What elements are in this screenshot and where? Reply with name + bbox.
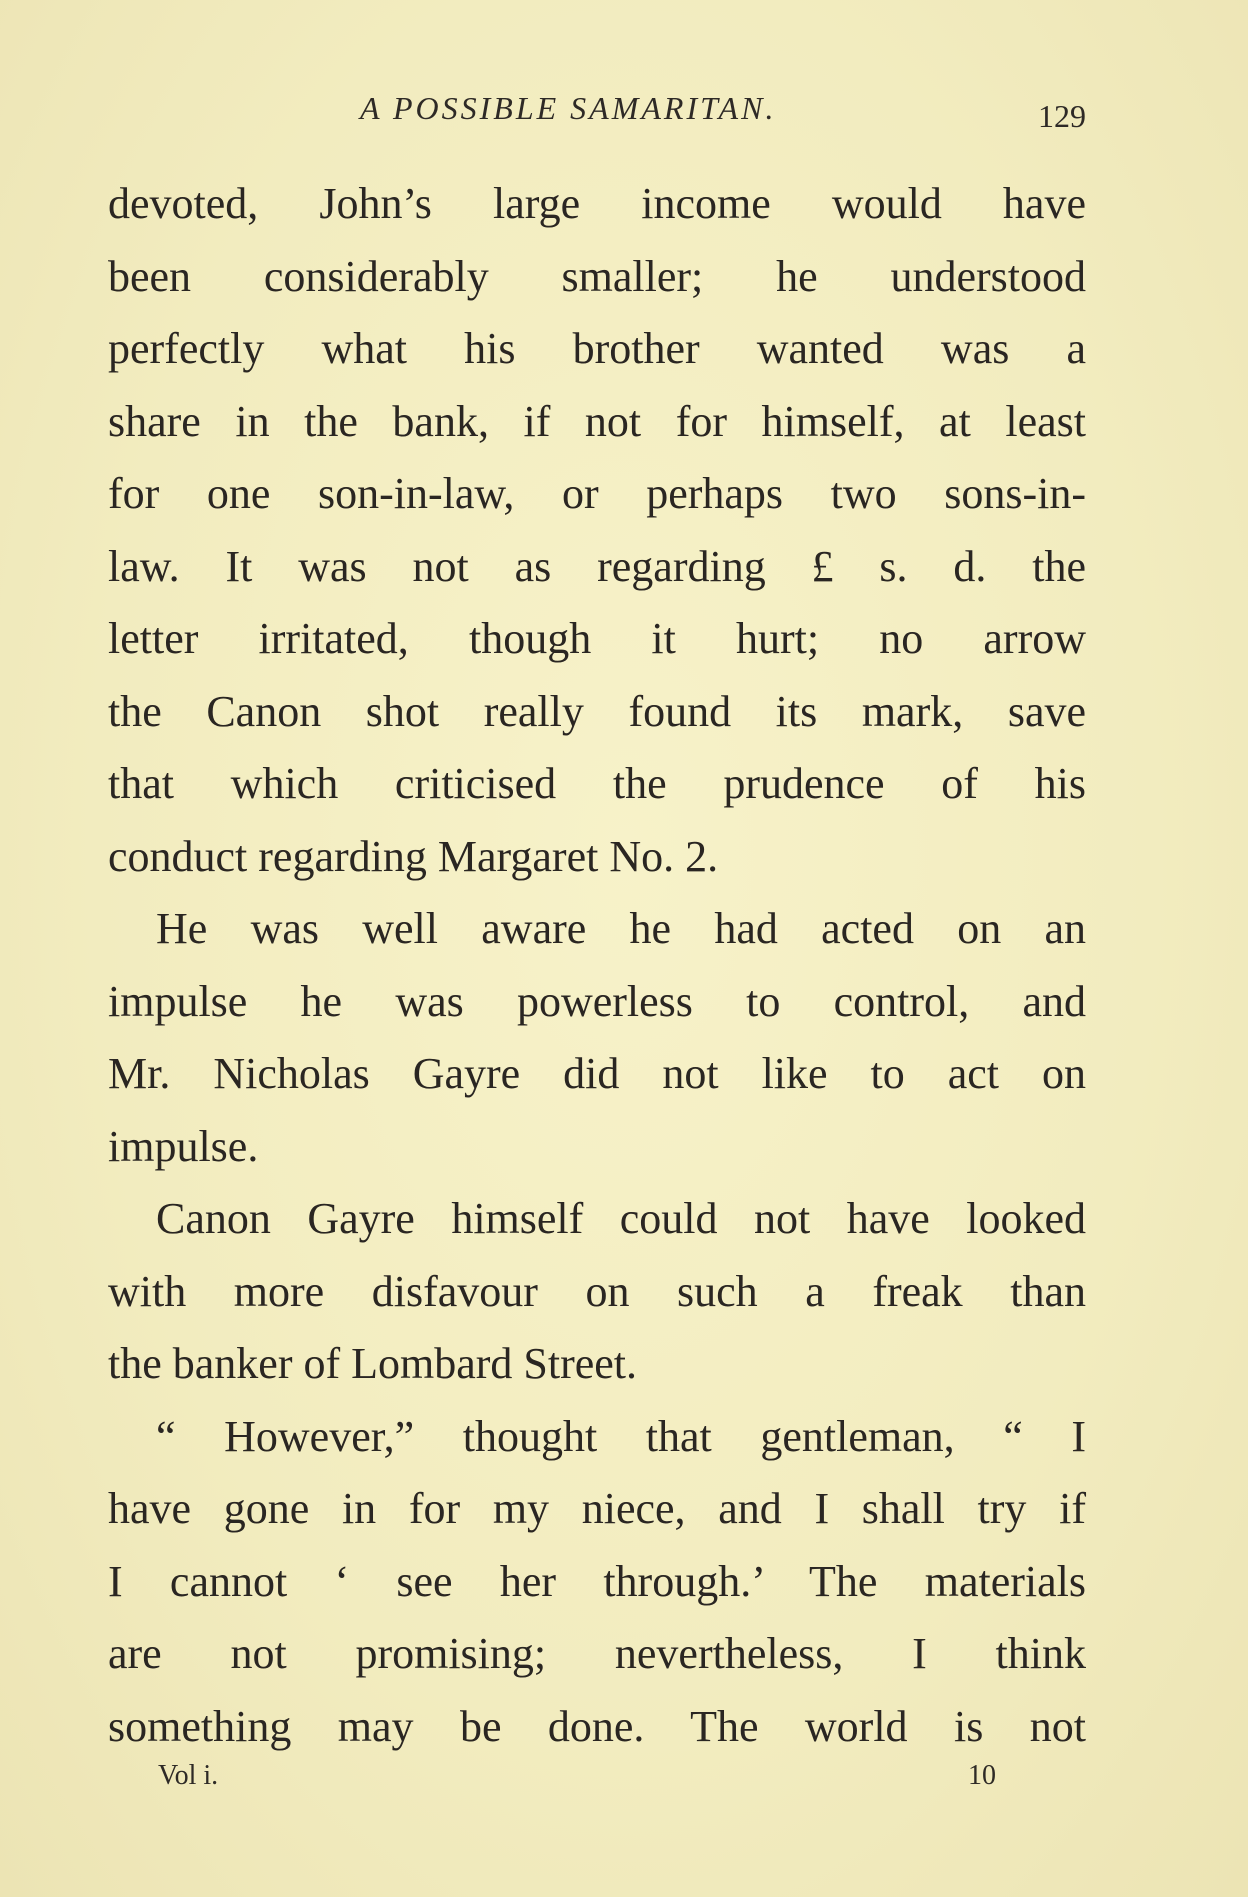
text-line: Canon Gayre himself could not have looked	[156, 1194, 1086, 1243]
text-line: the banker of Lombard Street.	[108, 1339, 638, 1388]
signature-number: 10	[968, 1760, 996, 1791]
text-line: for one son-in-law, or perhaps two sons-in-	[108, 469, 1086, 518]
text-line: conduct regarding Margaret No. 2.	[108, 831, 719, 881]
text-line: Mr. Nicholas Gayre did not like to act on	[108, 1049, 1086, 1098]
text-line: letter irritated, though it hurt; no arrow	[108, 614, 1086, 663]
text-line: I cannot ‘ see her through.’ The materials	[108, 1556, 1086, 1606]
signature-mark: Vol i.	[158, 1760, 219, 1791]
text-line: have gone in for my niece, and I shall try if	[108, 1484, 1086, 1533]
text-line: are not promising; nevertheless, I think	[108, 1629, 1086, 1678]
page-number: 129	[1038, 98, 1086, 134]
text-line: devoted, John’s large income would have	[108, 179, 1086, 228]
text-line: impulse.	[108, 1121, 259, 1171]
text-line: perfectly what his brother wanted was a	[108, 324, 1086, 373]
text-line: share in the bank, if not for himself, at least	[108, 396, 1086, 446]
running-head-title: A POSSIBLE SAMARITAN.	[360, 90, 777, 126]
text-line: impulse he was powerless to control, and	[108, 976, 1086, 1026]
text-line: something may be done. The world is not	[108, 1701, 1086, 1751]
body-text	[108, 168, 1086, 1763]
text-line: He was well aware he had acted on an	[156, 904, 1086, 953]
text-line: law. It was not as regarding £ s. d. the	[108, 541, 1086, 591]
text-line: that which criticised the prudence of his	[108, 759, 1086, 808]
text-line: been considerably smaller; he understood	[108, 251, 1086, 301]
text-line: with more disfavour on such a freak than	[108, 1266, 1086, 1316]
text-line: the Canon shot really found its mark, save	[108, 686, 1086, 736]
text-line: “ However,” thought that gentleman, “ I	[156, 1411, 1086, 1461]
